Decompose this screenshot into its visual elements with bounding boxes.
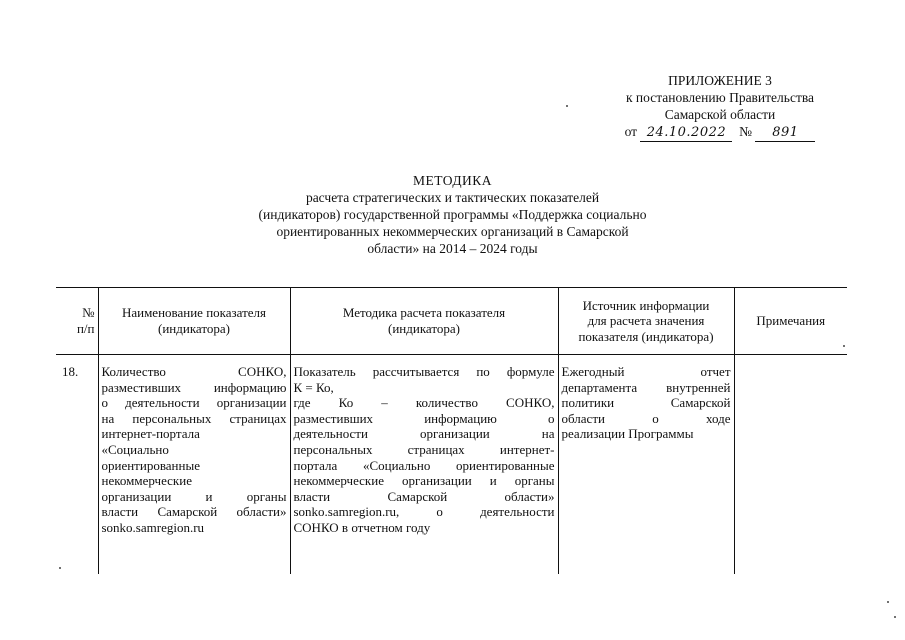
appendix-line-2: к постановлению Правительства [625, 90, 815, 105]
header-num: № п/п [56, 288, 98, 355]
table-header-row [56, 288, 847, 355]
row-note [734, 355, 847, 575]
header-name: Наименование показателя (индикатора) [98, 288, 290, 355]
document-title [200, 172, 705, 257]
title-line: (индикаторов) государственной программы «Поддержка социально [258, 207, 647, 222]
scan-speck [566, 105, 568, 107]
row-method: Показатель рассчитывается по формуле К = Ко, где Ко – количество СОНКО, разместивших информацию о деятельности организации на персональных страницах интернет- портала «Социально ориентированные некоммерческие организации и органы власти Самарской области» sonko.samregion.ru, о деятельности СОНКО в отчетном году [290, 355, 558, 575]
handwritten-number: 891 [772, 125, 799, 140]
number-label: № [739, 124, 753, 139]
title-line: ориентированных некоммерческих организаций в Самарской [276, 224, 629, 239]
header-method: Методика расчета показателя (индикатора) [290, 288, 558, 355]
header-source: Источник информации для расчета значения показателя (индикатора) [558, 288, 734, 355]
scan-speck [59, 567, 61, 569]
header-note: Примечания [734, 288, 847, 355]
scan-speck [894, 616, 896, 618]
from-label: от [624, 124, 638, 139]
row-source: Ежегодный отчет департамента внутренней политики Самарской области о ходе реализации Программы [558, 355, 734, 575]
indicators-table [56, 287, 847, 574]
title-line: расчета стратегических и тактических показателей [305, 190, 600, 205]
handwritten-date: 24.10.2022 [646, 125, 727, 140]
appendix-date-number [590, 123, 850, 141]
title-line: области» на 2014 – 2024 годы [367, 241, 538, 256]
title-heading: МЕТОДИКА [412, 173, 493, 188]
appendix-line-3: Самарской области [664, 107, 776, 122]
table-row [56, 355, 847, 575]
appendix-block [590, 72, 850, 141]
appendix-title: ПРИЛОЖЕНИЕ 3 [668, 73, 772, 88]
row-indicator-name: Количество СОНКО, разместивших информацию о деятельности организации на персональных страницах интернет-портала «Социально ориентированные некоммерческие организации и органы власти Самарской области» sonko.samregion.ru [98, 355, 290, 575]
scan-speck [843, 345, 845, 347]
scan-speck [887, 601, 889, 603]
row-number: 18. [56, 355, 98, 575]
